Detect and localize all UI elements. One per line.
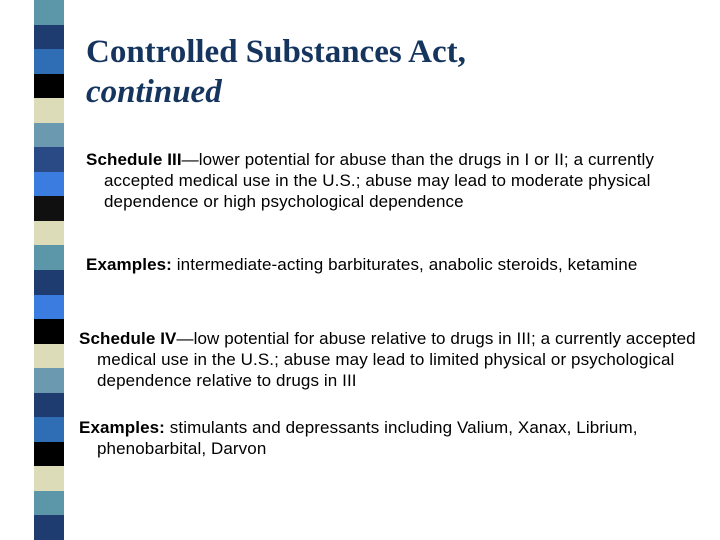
stripe-block [34, 172, 64, 197]
examples-3-paragraph [86, 254, 694, 275]
stripe-block [34, 368, 64, 393]
schedule-4-paragraph [79, 328, 697, 391]
examples-3-label: Examples: [86, 255, 172, 274]
schedule-3-paragraph [86, 149, 694, 212]
examples-4-paragraph [79, 417, 697, 459]
stripe-block [34, 466, 64, 491]
stripe-block [34, 74, 64, 99]
stripe-block [34, 295, 64, 320]
stripe-block [34, 196, 64, 221]
stripe-block [34, 25, 64, 50]
schedule-3-text: —lower potential for abuse than the drugs in I or II; a currently accepted medical use in the U.S.; abuse may lead to moderate physical dependence or high psychological dependence [104, 150, 655, 211]
stripe-block [34, 147, 64, 172]
stripe-block [34, 344, 64, 369]
examples-4-label: Examples: [79, 418, 165, 437]
title-line-2: continued [86, 74, 222, 110]
stripe-block [34, 245, 64, 270]
stripe-block [34, 319, 64, 344]
examples-4-text: stimulants and depressants including Valium, Xanax, Librium, phenobarbital, Darvon [97, 418, 638, 458]
stripe-block [34, 515, 64, 540]
stripe-block [34, 270, 64, 295]
stripe-block [34, 123, 64, 148]
stripe-block [34, 98, 64, 123]
stripe-block [34, 491, 64, 516]
stripe-block [34, 442, 64, 467]
stripe-block [34, 417, 64, 442]
stripe-block [34, 0, 64, 25]
title-line-1: Controlled Substances Act, [86, 34, 466, 70]
stripe-block [34, 49, 64, 74]
stripe-block [34, 393, 64, 418]
examples-3-text: intermediate-acting barbiturates, anabolic steroids, ketamine [171, 255, 638, 274]
decorative-stripe [34, 0, 64, 540]
schedule-3-label: Schedule III [86, 150, 182, 169]
slide-title [86, 32, 686, 112]
schedule-4-text: —low potential for abuse relative to drugs in III; a currently accepted medical use in the U.S.; abuse may lead to limited physical or psychological dependence relative to drugs in III [97, 329, 696, 390]
stripe-block [34, 221, 64, 246]
schedule-4-label: Schedule IV [79, 329, 177, 348]
